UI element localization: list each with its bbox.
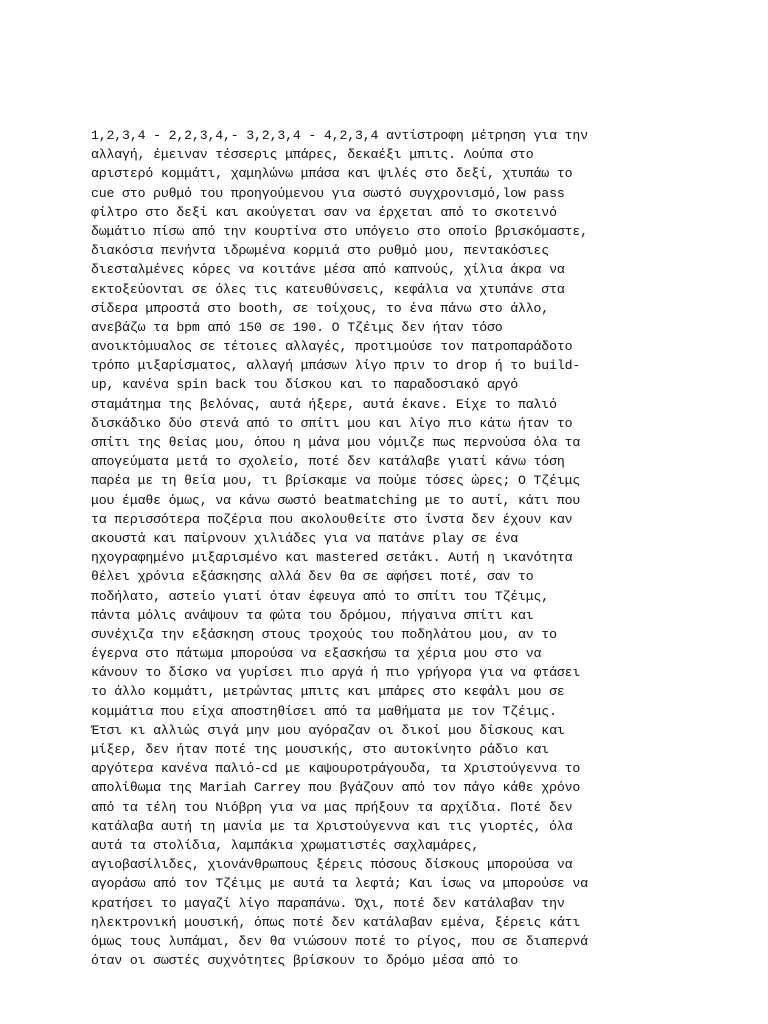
text-line: Έτσι κι αλλιώς σιγά μην μου αγόραζαν οι δικοί μου δίσκους και [91,722,565,738]
text-line: κατάλαβα αυτή τη μανία με τα Χριστούγεννα και τις γιορτές, όλα [91,818,573,834]
text-line: σταμάτημα της βελόνας, αυτά ήξερε, αυτά έκανε. Είχε το παλιό [91,396,557,412]
text-line: μίξερ, δεν ήταν ποτέ της μουσικής, στο αυτοκίνητο ράδιο και [91,742,550,757]
body-text [91,126,711,970]
text-line: από τα τέλη του Νιόβρη για να μας πρήξουν τα αρχίδια. Ποτέ δεν [91,799,573,815]
text-line: ανεβάζω τα bpm από 150 σε 190. Ο Τζέιμς δεν ήταν τόσο [91,319,503,335]
text-line: κρατήσει το μαγαζί λίγο παραπάνω. Όχι, ποτέ δεν κατάλαβαν την [91,895,565,911]
text-line: διεσταλμένες κόρες να κοιτάνε μέσα από καπνούς, χίλια άκρα να [91,262,565,278]
text-line: μου έμαθε όμως, να κάνω σωστό beatmatching με το αυτί, κάτι που [91,492,581,508]
text-line: σπίτι της θείας μου, όπου η μάνα μου νόμιζε πως περνούσα όλα τα [91,435,581,450]
text-line: απολίθωμα της Mariah Carrey που βγάζουν από τον πάγο κάθε χρόνο [91,780,581,796]
text-line: αριστερό κομμάτι, χαμηλώνω μπάσα και ψιλές στο δεξί, χτυπάω το [91,166,573,182]
text-line: δωμάτιο πίσω από την κουρτίνα στο υπόγειο στο οποίο βρισκόμαστε, [91,223,588,239]
text-line: έγερνα στο πάτωμα μπορούσα να εξασκήσω τα χέρια μου στο να [91,646,542,662]
text-line: κάνουν το δίσκο να γυρίσει πιο αργά ή πιο γρήγορα για να φτάσει [91,665,581,681]
text-line: ακουστά και παίρνουν χιλιάδες για να πατάνε play σε ένα [91,530,519,546]
text-line: ανοικτόμυαλος σε τέτοιες αλλαγές, προτιμούσε τον πατροπαράδοτο [91,339,573,355]
text-line: αυτά τα στολίδια, λαμπάκια χρωματιστές σαχλαμάρες, [91,837,480,853]
text-line: κομμάτια που είχα αποστηθίσει από τα μαθήματα με τον Τζέιμς. [91,703,557,719]
text-line: 1,2,3,4 - 2,2,3,4,- 3,2,3,4 - 4,2,3,4 αντίστροφη μέτρηση για την [91,128,588,143]
text-line: δισκάδικο δύο στενά από το σπίτι μου και λίγο πιο κάτω ήταν το [91,415,573,431]
text-line: εκτοξεύονται σε όλες τις κατευθύνσεις, κεφάλια να χτυπάνε στα [91,281,565,297]
text-line: όμως τους λυπάμαι, δεν θα νιώσουν ποτέ το ρίγος, που σε διαπερνά [91,933,588,949]
text-line: αλλαγή, έμειναν τέσσερις μπάρες, δεκαέξι μπιτς. Λούπα στο [91,147,534,163]
text-line: αγοράσω από τον Τζέιμς με αυτά τα λεφτά; Και ίσως να μπορούσε να [91,876,588,892]
text-line: αγιοβασίλιδες, χιονάνθρωπους ξέρεις πόσους δίσκους μπορούσα να [91,857,573,873]
text-line: διακόσια πενήντα ιδρωμένα κορμιά στο ρυθμό μου, πεντακόσιες [91,243,550,259]
text-line: απογεύματα μετά το σχολείο, ποτέ δεν κατάλαβε γιατί κάνω τόση [91,454,565,470]
text-line: όταν οι σωστές συχνότητες βρίσκουν το δρόμο μέσα από το [91,953,519,969]
text-line: ηχογραφημένο μιξαρισμένο και mastered σετάκι. Αυτή η ικανότητα [91,550,573,566]
text-line: πάντα μόλις ανάψουν τα φώτα του δρόμου, πήγαινα σπίτι και [91,607,534,623]
text-line: συνέχιζα την εξάσκηση στους τροχούς του ποδηλάτου μου, αν το [91,626,557,642]
text-line: ηλεκτρονική μουσική, όπως ποτέ δεν κατάλαβαν εμένα, ξέρεις κάτι [91,914,581,930]
text-line: παρέα με τη θεία μου, τι βρίσκαμε να πούμε τόσες ώρες; Ο Τζέιμς [91,473,581,489]
text-line: αργότερα κανένα παλιό-cd με καψουροτράγουδα, τα Χριστούγεννα το [91,761,581,777]
text-line: σίδερα μπροστά στο booth, σε τοίχους, το ένα πάνω στο άλλο, [91,300,550,316]
text-line: το άλλο κομμάτι, μετρώντας μπιτς και μπάρες στο κεφάλι μου σε [91,684,565,700]
text-line: φίλτρο στο δεξί και ακούγεται σαν να έρχεται από το σκοτεινό [91,204,557,220]
text-line: cue στο ρυθμό του προηγούμενου για σωστό συγχρονισμό,low pass [91,185,565,201]
text-line: up, κανένα spin back του δίσκου και το παραδοσιακό αργό [91,377,519,393]
text-line: τρόπο μιξαρίσματος, αλλαγή μπάσων λίγο πριν το drop ή το build- [91,358,581,374]
text-line: τα περισσότερα ποζέρια που ακολουθείτε στο ίνστα δεν έχουν καν [91,511,573,527]
text-line: ποδήλατο, αστείο γιατί όταν έφευγα από το σπίτι του Τζέιμς, [91,588,550,604]
text-line: θέλει χρόνια εξάσκησης αλλά δεν θα σε αφήσει ποτέ, σαν το [91,569,534,585]
